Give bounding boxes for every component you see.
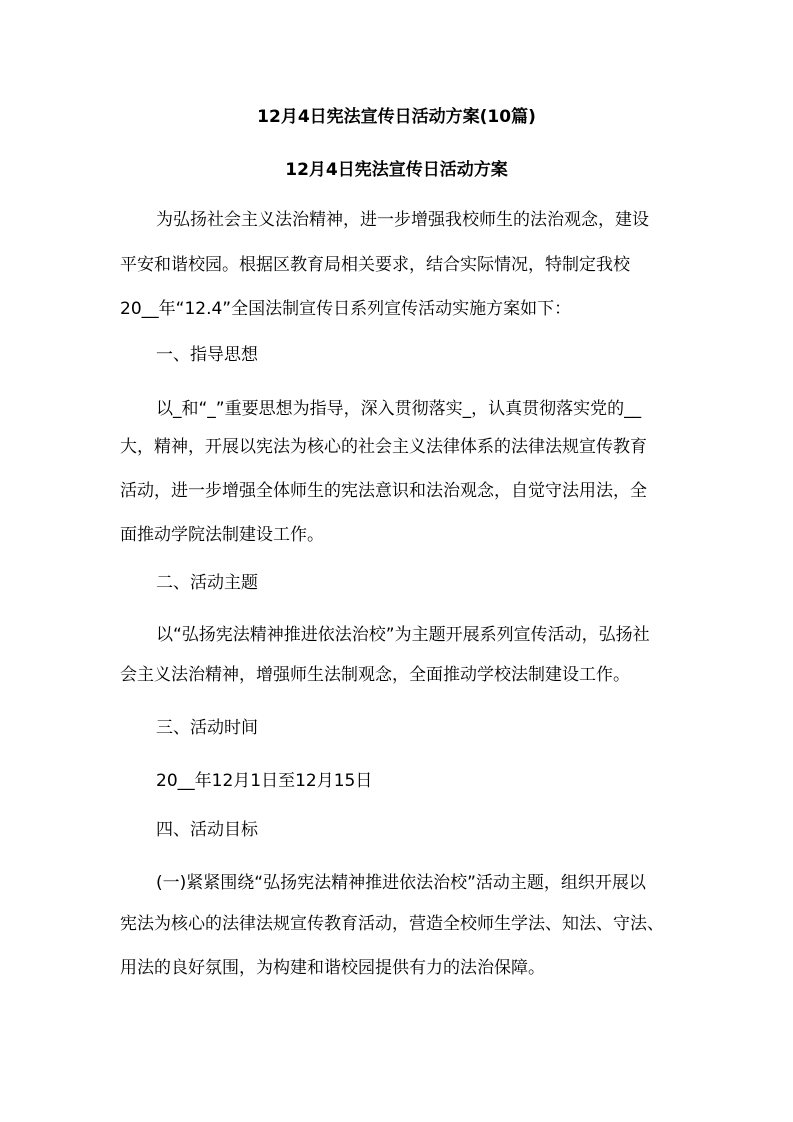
section1-line-4: 面推动学院法制建设工作。 (120, 525, 324, 545)
document-title: 12月4日宪法宣传日活动方案(10篇) (257, 107, 536, 127)
section3-date: 20__年12月1日至12月15日 (156, 771, 373, 791)
section1-line-2: 大，精神，开展以宪法为核心的社会主义法律体系的法律法规宣传教育 (120, 437, 647, 457)
section4-line-1: (一)紧紧围绕“弘扬宪法精神推进依法治校”活动主题，组织开展以 (156, 873, 646, 893)
section4-heading: 四、活动目标 (156, 820, 258, 840)
section2-heading: 二、活动主题 (156, 573, 258, 593)
section4-line-3: 用法的良好氛围，为构建和谐校园提供有力的法治保障。 (120, 958, 545, 978)
section1-line-3: 活动，进一步增强全体师生的宪法意识和法治观念，自觉守法用法，全 (120, 481, 647, 501)
document-subtitle: 12月4日宪法宣传日活动方案 (285, 160, 508, 180)
section2-line-2: 会主义法治精神，增强师生法制观念，全面推动学校法制建设工作。 (120, 665, 630, 685)
section3-heading: 三、活动时间 (156, 718, 258, 738)
section4-line-2: 宪法为核心的法律法规宣传教育活动，营造全校师生学法、知法、守法、 (120, 914, 664, 934)
section2-line-1: 以“弘扬宪法精神推进依法治校”为主题开展系列宣传活动，弘扬社 (156, 625, 650, 645)
section1-heading: 一、指导思想 (156, 345, 258, 365)
intro-line-2: 平安和谐校园。根据区教育局相关要求，结合实际情况，特制定我校 (120, 255, 630, 275)
section1-line-1: 以_和“_”重要思想为指导，深入贯彻落实_，认真贯彻落实党的__ (156, 399, 642, 419)
intro-line-1: 为弘扬社会主义法治精神，进一步增强我校师生的法治观念，建设 (156, 210, 649, 230)
intro-line-3: 20__年“12.4”全国法制宣传日系列宣传活动实施方案如下： (120, 299, 572, 319)
